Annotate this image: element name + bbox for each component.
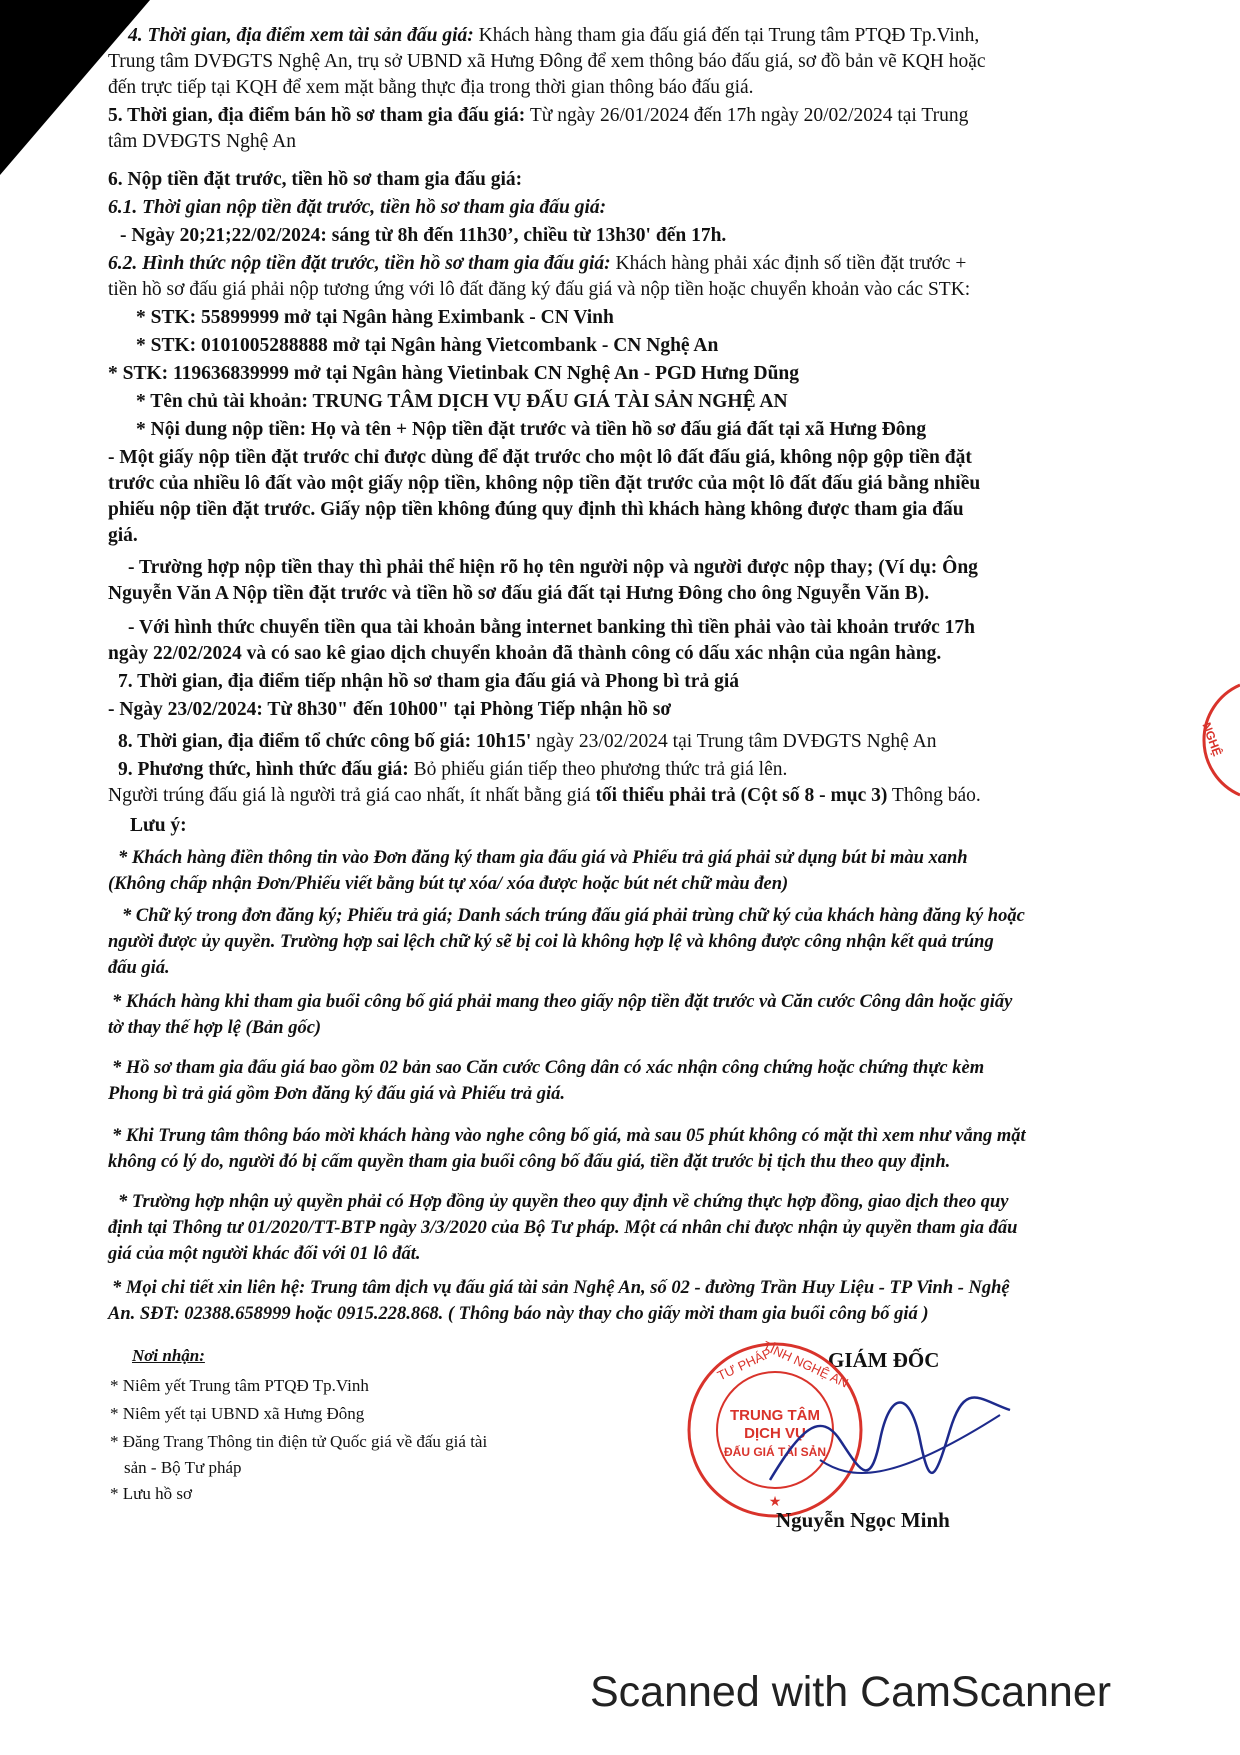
account-line: * STK: 119636839999 mở tại Ngân hàng Vietinbak CN Nghệ An - PGD Hưng Dũng <box>108 363 800 384</box>
signatory-title: GIÁM ĐỐC <box>828 1348 940 1372</box>
signature-stroke <box>760 1370 1020 1510</box>
note-line: đấu giá. <box>108 958 170 978</box>
note-line: * Chữ ký trong đơn đăng ký; Phiếu trả giá; Danh sách trúng đấu giá phải trùng chữ ký của khách hàng đăng ký hoặc <box>122 906 1025 926</box>
side-stamp-text: NGHỆ <box>1199 720 1225 759</box>
svg-text:ĐẤU GIÁ TÀI SẢN: ĐẤU GIÁ TÀI SẢN <box>724 1445 826 1459</box>
proxy-payment-line: - Trường hợp nộp tiền thay thì phải thể hiện rõ họ tên người nộp và người được nộp thay; (Ví dụ: Ông <box>128 557 978 578</box>
sec5-text1: Từ ngày 26/01/2024 đến 17h ngày 20/02/2024 tại Trung <box>529 105 969 126</box>
note-line: * Mọi chi tiết xin liên hệ: Trung tâm dịch vụ đấu giá tài sản Nghệ An, số 02 - đường Trần Huy Liệu - TP Vinh - Nghệ <box>112 1278 1010 1298</box>
svg-text:★: ★ <box>768 1494 782 1510</box>
svg-text:TRUNG TÂM: TRUNG TÂM <box>730 1407 820 1424</box>
note-line: (Không chấp nhận Đơn/Phiếu viết bằng bút tự xóa/ xóa được hoặc bút nét chữ màu đen) <box>108 874 789 894</box>
sec4-text1: Khách hàng tham gia đấu giá đến tại Trung tâm PTQĐ Tp.Vinh, <box>478 25 980 46</box>
sec6-2-line1 <box>108 252 1178 276</box>
sec7-line: - Ngày 23/02/2024: Từ 8h30" đến 10h00" tại Phòng Tiếp nhận hồ sơ <box>108 699 672 720</box>
account-line: * STK: 55899999 mở tại Ngân hàng Eximbank - CN Vinh <box>136 307 614 328</box>
svg-text:TƯ PHÁP: TƯ PHÁP <box>714 1345 774 1384</box>
recipient-item: sản - Bộ Tư pháp <box>124 1458 242 1477</box>
note-line: định tại Thông tư 01/2020/TT-BTP ngày 3/3/2020 của Bộ Tư pháp. Một cá nhân chỉ được nhận ủy quyền tham gia đấu <box>108 1218 1018 1238</box>
note-line: Phong bì trả giá gồm Đơn đăng ký đấu giá và Phiếu trả giá. <box>108 1084 566 1104</box>
sec6-2-heading: 6.2. Hình thức nộp tiền đặt trước, tiền hồ sơ tham gia đấu giá: <box>108 253 611 274</box>
sec5-heading: 5. Thời gian, địa điểm bán hồ sơ tham gia đấu giá: <box>108 105 526 126</box>
sec5-line2: tâm DVĐGTS Nghệ An <box>108 131 296 152</box>
sec5-line1 <box>108 104 1178 128</box>
account-line: * STK: 0101005288888 mở tại Ngân hàng Vietcombank - CN Nghệ An <box>136 335 719 356</box>
note-line: * Hồ sơ tham gia đấu giá bao gồm 02 bản sao Căn cước Công dân có xác nhận công chứng hoặc chứng thực kèm <box>112 1058 985 1078</box>
note-line: * Khách hàng khi tham gia buổi công bố giá phải mang theo giấy nộp tiền đặt trước và Căn cước Công dân hoặc giấy <box>112 992 1013 1012</box>
account-owner: * Tên chủ tài khoản: TRUNG TÂM DỊCH VỤ ĐẤU GIÁ TÀI SẢN NGHỆ AN <box>136 391 788 412</box>
note-line: không có lý do, người đó bị cấm quyền tham gia buổi công bố đấu giá, tiền đặt trước bị tịch thu theo quy định. <box>108 1152 951 1172</box>
deposit-rule-line: - Một giấy nộp tiền đặt trước chỉ được dùng để đặt trước cho một lô đất đấu giá, không nộp gộp tiền đặt <box>108 447 972 468</box>
note-line: giá của một người khác đối với 01 lô đất. <box>108 1244 421 1264</box>
svg-text:TỈNH NGHỆ AN: TỈNH NGHỆ AN <box>760 1340 851 1391</box>
note-line: tờ thay thế hợp lệ (Bản gốc) <box>108 1018 322 1038</box>
notes-title: Lưu ý: <box>130 815 187 836</box>
camscanner-watermark: Scanned with CamScanner <box>590 1668 1112 1716</box>
recipient-item: * Đăng Trang Thông tin điện tử Quốc giá về đấu giá tài <box>110 1432 488 1451</box>
sec8-line <box>118 730 1188 754</box>
deposit-rule-line: trước của nhiều lô đất vào một giấy nộp tiền, không nộp tiền đặt trước của một lô đất đấu giá bằng nhiều <box>108 473 981 494</box>
sec4-line2: Trung tâm DVĐGTS Nghệ An, trụ sở UBND xã Hưng Đông để xem thông báo đấu giá, sơ đồ bản vẽ KQH hoặc <box>108 51 986 72</box>
recipient-item: * Niêm yết tại UBND xã Hưng Đông <box>110 1404 365 1423</box>
note-line: * Trường hợp nhận uỷ quyền phải có Hợp đồng ủy quyền theo quy định về chứng thực hợp đồng, giao dịch theo quy <box>118 1192 1009 1212</box>
sec4-heading: Thời gian, địa điểm xem tài sản đấu giá: <box>147 25 474 46</box>
sec4-line1 <box>128 24 1198 48</box>
sec6-2-line2: tiền hồ sơ đấu giá phải nộp tương ứng với lô đất đăng ký đấu giá và nộp tiền hoặc chuyển khoản vào các STK: <box>108 279 971 300</box>
sec4-num: 4. <box>128 25 143 46</box>
deposit-rule-line: giá. <box>108 525 138 546</box>
sec6-2-text1: Khách hàng phải xác định số tiền đặt trước + <box>615 253 967 274</box>
banking-line: - Với hình thức chuyển tiền qua tài khoản bằng internet banking thì tiền phải vào tài khoản trước 17h <box>128 617 976 638</box>
note-line: người được ủy quyền. Trường hợp sai lệch chữ ký sẽ bị coi là không hợp lệ và không được công nhận kết quả trúng <box>108 932 994 952</box>
proxy-payment-line: Nguyễn Văn A Nộp tiền đặt trước và tiền hồ sơ đấu giá đất tại Hưng Đông cho ông Nguyễn Văn B). <box>108 583 930 604</box>
sec4-line3: đến trực tiếp tại KQH để xem mặt bằng thực địa trong thời gian thông báo đấu giá. <box>108 77 754 98</box>
note-line: An. SĐT: 02388.658999 hoặc 0915.228.868. ( Thông báo này thay cho giấy mời tham gia buổi công bố giá ) <box>108 1304 929 1324</box>
side-stamp-graphic <box>1170 680 1240 800</box>
sec9-text: Bỏ phiếu gián tiếp theo phương thức trả giá lên. <box>413 759 788 780</box>
svg-text:DỊCH VỤ: DỊCH VỤ <box>744 1425 806 1442</box>
signatory-name: Nguyễn Ngọc Minh <box>776 1508 950 1532</box>
recipients-heading: Nơi nhận: <box>132 1346 205 1365</box>
sec8-text: ngày 23/02/2024 tại Trung tâm DVĐGTS Nghệ An <box>536 731 937 752</box>
sec6-1-heading: 6.1. Thời gian nộp tiền đặt trước, tiền hồ sơ tham gia đấu giá: <box>108 197 607 218</box>
handwritten-signature <box>760 1370 1020 1510</box>
sec6-1-line: - Ngày 20;21;22/02/2024: sáng từ 8h đến 11h30’, chiều từ 13h30' đến 17h. <box>120 225 727 246</box>
sec9-line2c: Thông báo. <box>891 785 981 806</box>
side-stamp-fragment <box>1170 680 1240 805</box>
sec7-heading: 7. Thời gian, địa điểm tiếp nhận hồ sơ tham gia đấu giá và Phong bì trả giá <box>118 671 739 692</box>
sec9-line2 <box>108 784 1178 808</box>
recipient-item: * Niêm yết Trung tâm PTQĐ Tp.Vinh <box>110 1376 369 1395</box>
sec9-line2b: tối thiểu phải trả (Cột số 8 - mục 3) <box>595 785 888 806</box>
banking-line: ngày 22/02/2024 và có sao kê giao dịch chuyển khoản đã thành công có dấu xác nhận của ngân hàng. <box>108 643 942 664</box>
deposit-rule-line: phiếu nộp tiền đặt trước. Giấy nộp tiền không đúng quy định thì khách hàng không được tham gia đấu <box>108 499 964 520</box>
sec9-line1 <box>118 758 1188 782</box>
payment-content: * Nội dung nộp tiền: Họ và tên + Nộp tiền đặt trước và tiền hồ sơ đấu giá đất tại xã Hưng Đông <box>136 419 927 440</box>
sec8-time: 10h15' <box>476 731 532 752</box>
note-line: * Khi Trung tâm thông báo mời khách hàng vào nghe công bố giá, mà sau 05 phút không có mặt thì xem như vắng mặt <box>112 1126 1026 1146</box>
sec9-line2a: Người trúng đấu giá là người trả giá cao nhất, ít nhất bằng giá <box>108 785 591 806</box>
recipient-item: * Lưu hồ sơ <box>110 1484 192 1503</box>
sec6-heading: 6. Nộp tiền đặt trước, tiền hồ sơ tham gia đấu giá: <box>108 169 523 190</box>
sec8-heading: 8. Thời gian, địa điểm tổ chức công bố giá: <box>118 731 472 752</box>
sec9-heading: 9. Phương thức, hình thức đấu giá: <box>118 759 409 780</box>
note-line: * Khách hàng điền thông tin vào Đơn đăng ký tham gia đấu giá và Phiếu trả giá phải sử dụng bút bi màu xanh <box>118 848 968 868</box>
